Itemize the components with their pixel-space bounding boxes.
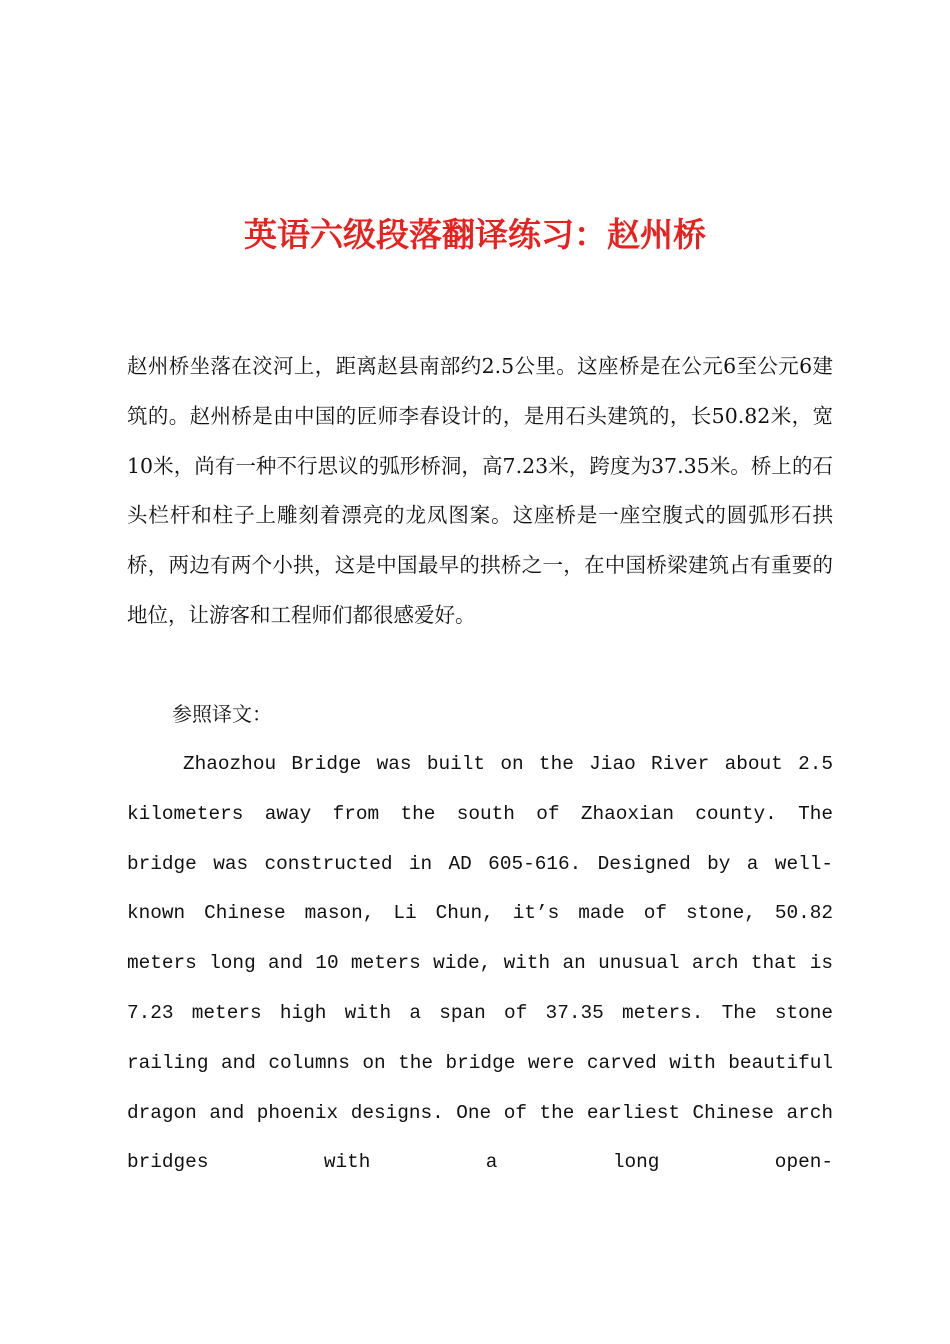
english-translation-paragraph: Zhaozhou Bridge was built on the Jiao River about 2.5 kilometers away from the south of Zhaoxian county. The bridge was constructed in AD 605-616. Designed by a well-known Chinese mason, Li Chun, it’s made of stone, 50.82 meters long and 10 meters wide, with an unusual arch that is 7.23 meters high with a span of 37.35 meters. The stone railing and columns on the bridge were carved with beautiful dragon and phoenix designs. One of the earliest Chinese arch bridges with a long open-: [127, 753, 833, 1174]
page-title: 英语六级段落翻译练习：赵州桥: [244, 215, 706, 254]
chinese-paragraph: 赵州桥坐落在洨河上，距离赵县南部约2.5公里。这座桥是在公元6至公元6建筑的。赵州桥是由中国的匠师李春设计的，是用石头建筑的，长50.82米，宽10米，尚有一种不行思议的弧形桥洞，高7.23米，跨度为37.35米。桥上的石头栏杆和柱子上雕刻着漂亮的龙凤图案。这座桥是一座空腹式的圆弧形石拱桥，两边有两个小拱，这是中国最早的拱桥之一，在中国桥梁建筑占有重要的地位，让游客和工程师们都很感爱好。: [127, 354, 833, 627]
reference-translation-label: 参照译文：: [172, 702, 272, 726]
